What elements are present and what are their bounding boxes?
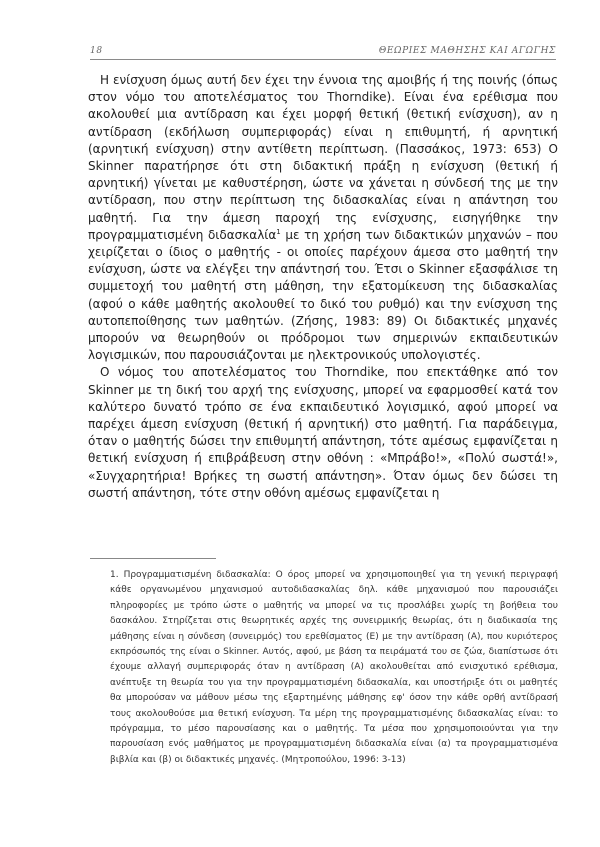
footnote-marker[interactable]: 1 — [276, 227, 281, 236]
footnote-text: 1. Προγραμματισμένη διδασκαλία: Ο όρος μπορεί να χρησιμοποιηθεί για τη γενική περιγραφή κάθε οργανωμένου μηχανισμού αυτοδιδασκαλίας δηλ. κάθε μηχανισμού που παρουσιάζει πληροφορίες με τρόπο ώστε ο μαθητής να μπορεί να τις προσλάβει χωρίς τη βοήθεια του δασκάλου. Στηρίζεται στις θεωρητικές αρχές της συνειρμικής θεωρίας, ότι η διαδικασία της μάθησης είναι η σύνδεση (συνειρμός) του ερεθίσματος (Ε) με την αντίδραση (Α), που κυριότερος εκπρόσωπός της είναι ο Skinner. Αυτός, αφού, με βάση τα πειράματά του σε ζώα, διαπίστωσε ότι έχουμε αλλαγή συμπεριφοράς όταν η αντίδραση (Α) ακολουθείται από ενισχυτικό ερέθισμα, ανέπτυξε τη θεωρία του για την προγραμματισμένη διδασκαλία, και υποστήριξε ότι οι μαθητές θα μπορούσαν να μάθουν μέσω της εξαρτημένης μάθησης εφ' όσον την κάθε ορθή αντίδρασή τους ακολουθούσε μια θετική ενίσχυση. Τα μέρη της προγραμματισμένης διδασκαλίας είναι: το πρόγραμμα, το μέσο παρουσίασης και ο μαθητής. Τα μέσα που χρησιμοποιούνται για την παρουσίαση ενός μαθήματος με προγραμματισμένη διδασκαλία είναι (α) τα προγραμματισμένα βιβλία και (β) οι διδακτικές μηχανές. (Μητροπούλου, 1996: 3-13) — [110, 570, 558, 765]
running-title: ΘΕΩΡΙΕΣ ΜΑΘΗΣΗΣ ΚΑΙ ΑΓΩΓΗΣ — [378, 46, 556, 56]
paragraph-1-part-b: με τη χρήση των διδακτικών μηχανών – που χειρίζεται ο ίδιος ο μαθητής - οι οποίες παρέχουν άμεσα στο μαθητή την ενίσχυση, ώστε να ελέγξει την απάντησή του. Έτσι ο Skinner εξασφάλισε τη συμμετοχή του μαθητή στη μάθηση, την εξατομίκευση της διδασκαλίας (αφού ο κάθε μαθητής ακολουθεί το δικό του ρυθμό) και την ενίσχυση της αυτοπεποίθησης των μαθητών. (Ζήσης, 1983: 89) Οι διδακτικές μηχανές μπορούν να θεωρηθούν οι πρόδρομοι των σημερινών εκπαιδευτικών λογισμικών, που παρουσιάζονται με ηλεκτρονικούς υπολογιστές. — [88, 227, 558, 363]
page-header — [90, 46, 556, 60]
paragraph-2: Ο νόμος του αποτελέσματος του Thorndike, που επεκτάθηκε από τον Skinner με τη δική του αρχή της ενίσχυσης, μπορεί να εφαρμοσθεί κατά τον καλύτερο δυνατό τρόπο σε ένα εκπαιδευτικό λογισμικό, αφού μπορεί να παρέχει άμεση ενίσχυση (θετική ή αρνητική) στο μαθητή. Για παράδειγμα, όταν ο μαθητής δώσει την επιθυμητή απάντηση, τότε αμέσως εμφανίζεται η θετική ενίσχυση ή επιβράβευση στην οθόνη : «Μπράβο!», «Πολύ σωστά!», «Συγχαρητήρια! Βρήκες τη σωστή απάντηση». Όταν όμως δεν δώσει τη σωστή απάντηση, τότε στην οθόνη αμέσως εμφανίζεται η — [88, 365, 558, 500]
page-number: 18 — [90, 46, 103, 56]
footnote-rule — [90, 558, 216, 559]
footnote — [110, 568, 558, 768]
main-text — [88, 72, 558, 502]
header-rule — [90, 59, 556, 60]
paragraph-1-part-a: Η ενίσχυση όμως αυτή δεν έχει την έννοια της αμοιβής ή της ποινής (όπως στον νόμο του αποτελέσματος του Thorndike). Είναι ένα ερέθισμα που ακολουθεί μια αντίδραση και έχει μορφή θετική (θετική ενίσχυση), αν η αντίδραση (εκδήλωση συμπεριφοράς) είναι η επιθυμητή, ή αρνητική (αρνητική ενίσχυση) στην αντίθετη περίπτωση. (Πασσάκος, 1973: 653) Ο Skinner παρατήρησε ότι στη διδακτική πράξη η ενίσχυση (θετική ή αρνητική) γίνεται με καθυστέρηση, ώστε να χάνεται η σύνδεσή της με την αντίδραση, που στην περίπτωση της διδασκαλίας είναι η απάντηση του μαθητή. Για την άμεση παροχή της ενίσχυσης, εισηγήθηκε την προγραμματισμένη διδασκαλία — [88, 73, 558, 242]
paragraph-1 — [88, 72, 558, 364]
